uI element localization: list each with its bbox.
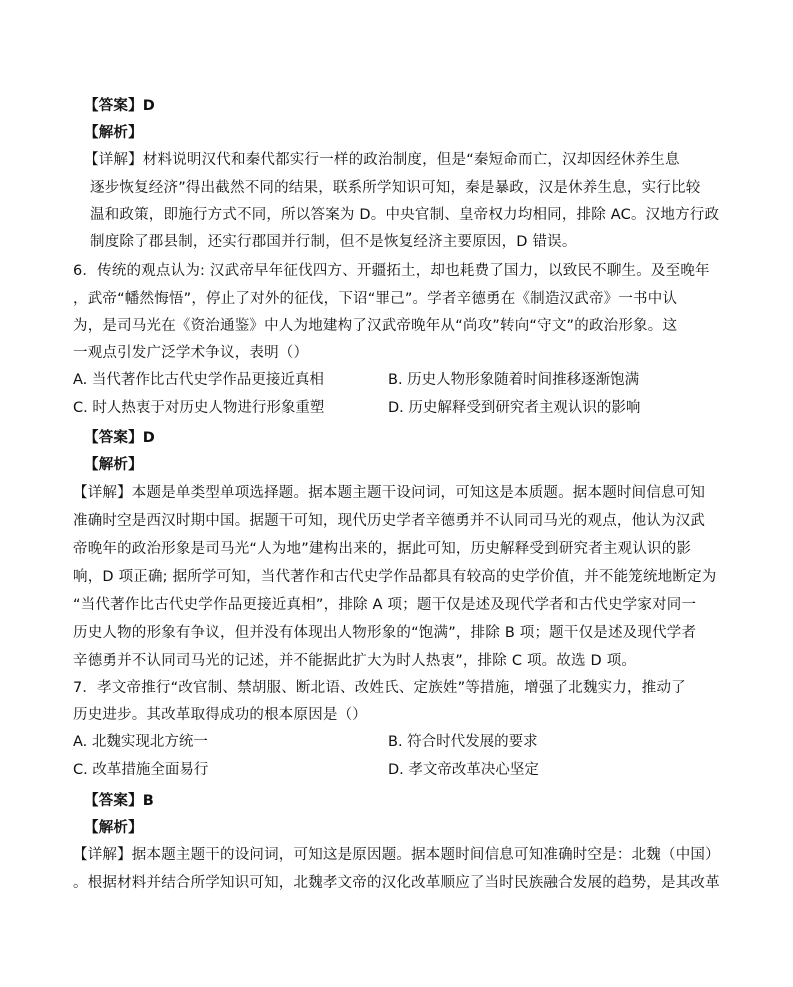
detail-line: 帝晚年的政治形象是司马光“人为地”建构出来的，据此可知，历史解释受到研究者主观认识的影 — [73, 541, 692, 557]
detail-line: 逐步恢复经济”得出截然不同的结果，联系所学知识可知，秦是暴政，汉是休养生息，实行比较 — [90, 180, 701, 196]
detail-line: 【详解】本题是单类型单项选择题。据本题主题干设问词，可知这是本质题。据本题时间信息可知 — [73, 485, 706, 501]
detail-line: 【详解】据本题主题干的设问词，可知这是原因题。据本题时间信息可知准确时空是：北魏（中国） — [73, 847, 720, 863]
detail-line: 历史人物的形象有争议，但并没有体现出人物形象的“饱满”，排除 B 项；题干仅是述及现代学者 — [73, 625, 697, 641]
analysis-label: 【解析】 — [84, 457, 143, 473]
detail-line: “当代著作比古代史学作品更接近真相”，排除 A 项；题干仅是述及现代学者和古代史学家对同一 — [73, 597, 697, 613]
question-6-stem-line: 6．传统的观点认为: 汉武帝早年征伐四方、开疆拓土，却也耗费了国力，以致民不聊生。及至晚年 — [73, 263, 710, 279]
question-6-option-a: A. 当代著作比古代史学作品更接近真相 — [73, 372, 324, 388]
detail-line: 。根据材料并结合所学知识可知，北魏孝文帝的汉化改革顺应了当时民族融合发展的趋势，是其改革 — [73, 875, 720, 891]
question-7-option-c: C. 改革措施全面易行 — [73, 762, 209, 778]
question-7-stem-line: 7．孝文帝推行“改官制、禁胡服、断北语、改姓氏、定族姓”等措施，增强了北魏实力，推动了 — [73, 680, 686, 696]
question-6-stem-line: 一观点引发广泛学术争议，表明（） — [73, 345, 309, 361]
answer-label: 【答案】D — [84, 98, 156, 114]
question-6-stem-line: 为，是司马光在《资治通鉴》中人为地建构了汉武帝晚年从“尚攻”转向“守文”的政治形象。这 — [73, 318, 678, 334]
detail-line: 准确时空是西汉时期中国。据题干可知，现代历史学者辛德勇并不认同司马光的观点，他认为汉武 — [73, 513, 706, 529]
detail-line: 制度除了郡县制，还实行郡国并行制，但不是恢复经济主要原因，D 错误。 — [90, 234, 577, 250]
question-6-stem-line: ，武帝“幡然悔悟”，停止了对外的征伐，下诏“罪己”。学者辛德勇在《制造汉武帝》一书中认 — [73, 291, 678, 307]
question-7-stem-line: 历史进步。其改革取得成功的根本原因是（） — [73, 707, 367, 723]
question-7-option-b: B. 符合时代发展的要求 — [388, 734, 538, 750]
detail-line: 温和政策，即施行方式不同，所以答案为 D。中央官制、皇帝权力均相同，排除 AC。汉地方行政 — [90, 207, 720, 223]
detail-line: 响，D 项正确; 据所学可知，当代著作和古代史学作品都具有较高的史学价值，并不能笼统地断定为 — [73, 569, 717, 585]
detail-line: 【详解】材料说明汉代和秦代都实行一样的政治制度，但是“秦短命而亡，汉却因经休养生息 — [84, 152, 680, 168]
analysis-label: 【解析】 — [84, 125, 143, 141]
question-7-option-d: D. 孝文帝改革决心坚定 — [388, 762, 539, 778]
question-6-option-c: C. 时人热衷于对历史人物进行形象重塑 — [73, 400, 325, 416]
answer-label: 【答案】D — [84, 430, 156, 446]
question-7-option-a: A. 北魏实现北方统一 — [73, 734, 208, 750]
answer-label: 【答案】B — [84, 793, 155, 809]
question-6-option-b: B. 历史人物形象随着时间推移逐渐饱满 — [388, 372, 640, 388]
detail-line: 辛德勇并不认同司马光的记述，并不能据此扩大为时人热衷”，排除 C 项。故选 D 项。 — [73, 653, 637, 669]
question-6-option-d: D. 历史解释受到研究者主观认识的影响 — [388, 400, 641, 416]
analysis-label: 【解析】 — [84, 820, 143, 836]
